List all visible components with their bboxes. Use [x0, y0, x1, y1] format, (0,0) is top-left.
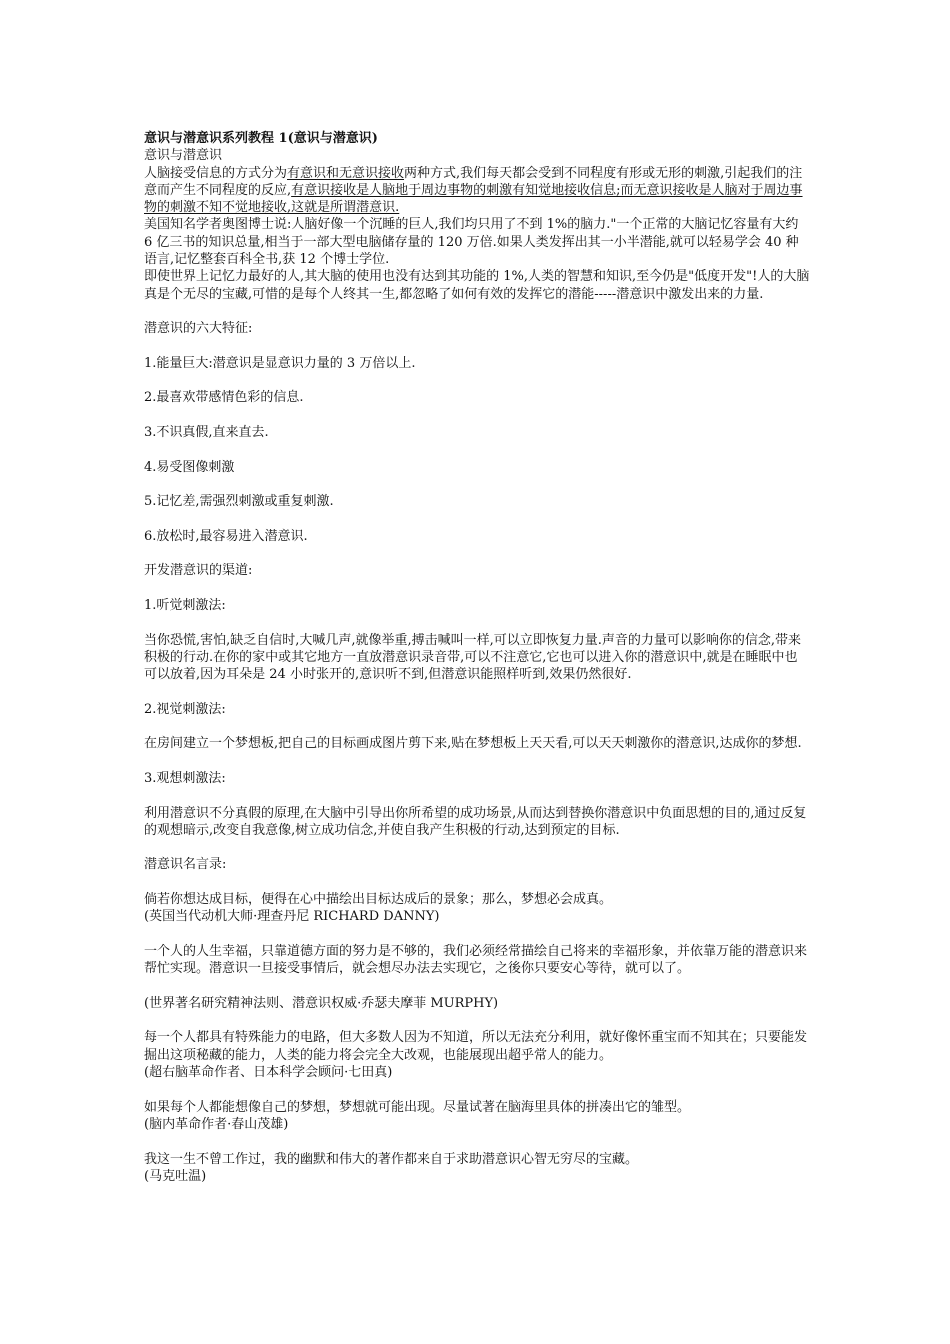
channel-2-heading: 2.视觉刺激法: [144, 701, 226, 717]
intro-lead: 人脑接受信息的方式分为 [144, 165, 288, 181]
intro-underline-b: 有意识接收是人脑地于周边事物的刺激有知觉地接收信息;而无意识接收是人脑对于周边事物的刺激不知不觉地接收,这就是所谓潜意识. [144, 182, 803, 216]
document-title: 意识与潜意识系列教程 1(意识与潜意识) [144, 131, 378, 146]
intro-underline-a: 有意识和无意识接收 [287, 165, 405, 181]
feature-item: 2.最喜欢带感情色彩的信息. [144, 390, 304, 406]
channel-3-heading: 3.观想刺激法: [144, 770, 226, 786]
features-heading: 潜意识的六大特征: [144, 321, 253, 337]
quote-source: (超右脑革命作者、日本科学会顾问·七田真) [144, 1065, 393, 1081]
quotes-heading: 潜意识名言录: [144, 857, 227, 873]
quote-source: (脑内革命作者·春山茂雄) [144, 1116, 289, 1132]
quote-text: 我这一生不曾工作过，我的幽默和伟大的著作都来自于求助潜意识心智无穷尽的宝藏。 [144, 1151, 639, 1167]
channel-3-body: 利用潜意识不分真假的原理,在大脑中引导出你所希望的成功场景,从而达到替换你潜意识中负面思想的目的,通过反复的观想暗示,改变自我意像,树立成功信念,并使自我产生积极的行动,达到预定的目标. [144, 805, 807, 838]
quote-text: 一个人的人生幸福，只靠道德方面的努力是不够的，我们必须经常描绘自己将来的幸福形象，并依靠万能的潜意识来帮忙实现。潜意识一旦接受事情后，就会想尽办法去实现它，之後你只要安心等待，就可以了。 [144, 943, 808, 977]
channel-2-body: 在房间建立一个梦想板,把自己的目标画成图片剪下来,贴在梦想板上天天看,可以天天刺激你的潜意识,达成你的梦想. [144, 736, 802, 752]
quote-source: (马克吐温) [144, 1168, 207, 1184]
quote-source: (英国当代动机大师·理查丹尼 RICHARD DANNY) [144, 909, 440, 925]
feature-item: 1.能量巨大:潜意识是显意识力量的 3 万倍以上. [144, 355, 416, 371]
feature-item: 3.不识真假,直来直去. [144, 425, 269, 441]
feature-item: 4.易受图像刺激 [144, 459, 235, 475]
intro-mid: 两种方式,我们每天都会受到不同程度有形或无形的刺激,引起我们的注意而产生不同程度的反应, [144, 165, 803, 198]
document-body [144, 130, 810, 1185]
brain-paragraph: 美国知名学者奥图博士说:人脑好像一个沉睡的巨人,我们均只用了不到 1%的脑力."一个正常的大脑记忆容量有大约 6 亿三书的知识总量,相当于一部大型电脑储存量的 120 万倍.如果人类发挥出其一小半潜能,就可以轻易学会 40 种语言,记忆整套百科全书,获 12 个博士学位. [144, 217, 799, 268]
quote-text: 倘若你想达成目标，便得在心中描绘出目标达成后的景象；那么，梦想必会成真。 [144, 892, 613, 908]
quote-source: (世界著名研究精神法则、潜意识权威·乔瑟夫摩菲 MURPHY) [144, 995, 499, 1011]
document-subtitle: 意识与潜意识 [144, 148, 223, 164]
channels-heading: 开发潜意识的渠道: [144, 563, 253, 579]
feature-item: 6.放松时,最容易进入潜意识. [144, 528, 308, 544]
channel-1-heading: 1.听觉刺激法: [144, 598, 226, 614]
quote-text: 每一个人都具有特殊能力的电路，但大多数人因为不知道，所以无法充分利用，就好像怀重宝而不知其在；只要能发掘出这项秘藏的能力，人类的能力将会完全大改观，也能展现出超乎常人的能力。 [144, 1030, 808, 1063]
feature-item: 5.记忆差,需强烈刺激或重复刺激. [144, 494, 334, 510]
intro-paragraph [144, 165, 810, 217]
potential-paragraph: 即使世界上记忆力最好的人,其大脑的使用也没有达到其功能的 1%,人类的智慧和知识,至今仍是"低度开发"!人的大脑真是个无尽的宝藏,可惜的是每个人终其一生,都忽略了如何有效的发挥它的潜能-----潜意识中激发出来的力量. [144, 269, 810, 302]
quote-text: 如果每个人都能想像自己的梦想，梦想就可能出现。尽量试著在脑海里具体的拼凑出它的雏型。 [144, 1099, 691, 1115]
channel-1-body: 当你恐慌,害怕,缺乏自信时,大喊几声,就像举重,搏击喊叫一样,可以立即恢复力量.声音的力量可以影响你的信念,带来积极的行动.在你的家中或其它地方一直放潜意识录音带,可以不注意它,它也可以进入你的潜意识中,就是在睡眠中也可以放着,因为耳朵是 24 小时张开的,意识听不到,但潜意识能照样听到,效果仍然很好. [144, 632, 802, 683]
